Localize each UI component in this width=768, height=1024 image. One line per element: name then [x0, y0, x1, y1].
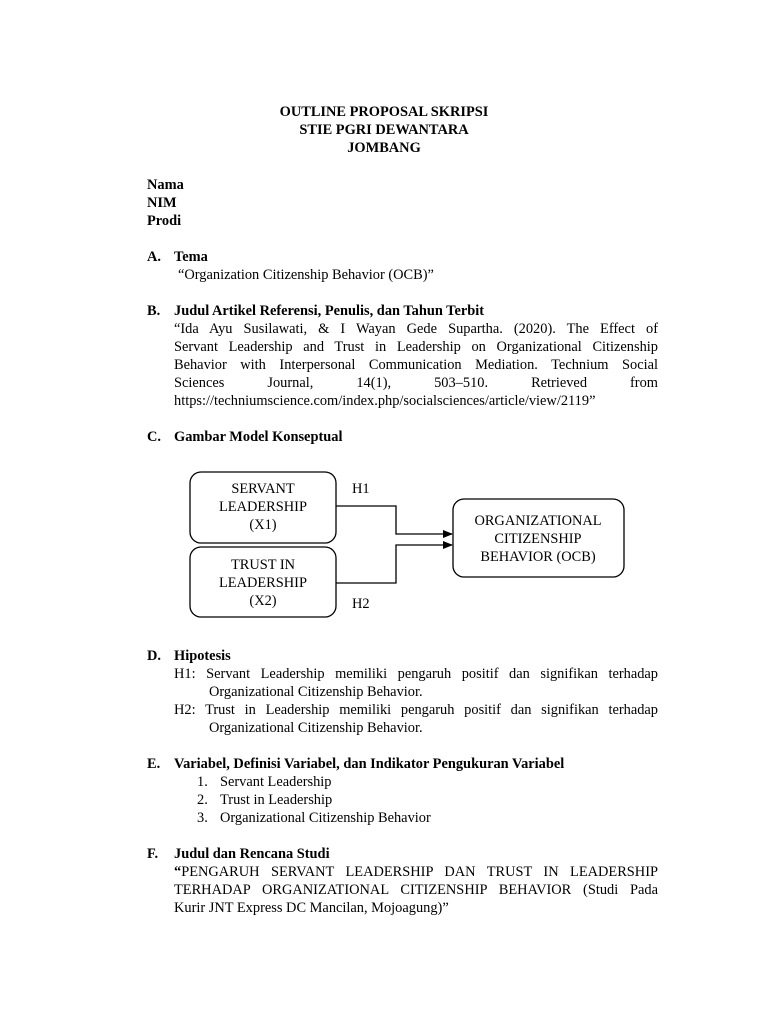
hypotheses [174, 665, 658, 737]
ocb-label: BEHAVIOR (OCB) [480, 549, 596, 565]
header-institution: STIE PGRI DEWANTARA [299, 122, 469, 138]
section-d [147, 647, 658, 737]
section-letter: D. [147, 648, 161, 664]
citation-url: https://techniumscience.com/index.php/socialsciences/article/view/2119” [174, 393, 596, 409]
nama-label: Nama [147, 177, 184, 193]
citation-line: Sciences Journal, 14(1), 503–510. Retrieved from [174, 375, 658, 391]
hypothesis-h2 [174, 701, 658, 737]
section-d-heading [147, 647, 658, 665]
section-title: Tema [174, 249, 208, 265]
ocb-label: CITIZENSHIP [494, 531, 582, 547]
nim-label: NIM [147, 195, 177, 211]
section-f [147, 845, 658, 917]
list-item: 1. Servant Leadership [197, 774, 332, 790]
servant-leadership-label: (X1) [249, 517, 277, 533]
tema-text: “Organization Citizenship Behavior (OCB)” [178, 267, 434, 283]
list-item: 2. Trust in Leadership [197, 792, 333, 808]
section-letter: B. [147, 303, 161, 319]
hypothesis-label: H2: [174, 702, 196, 718]
study-title-line: TERHADAP ORGANIZATIONAL CITIZENSHIP BEHAVIOR (Studi Pada [174, 882, 658, 898]
header-title: OUTLINE PROPOSAL SKRIPSI [279, 104, 489, 120]
hypothesis-line: H2: Trust in Leadership memiliki pengaruh positif dan signifikan terhadap [174, 702, 658, 718]
trust-in-leadership-label: TRUST IN [230, 557, 296, 573]
citation-line: Servant Leadership and Trust in Leadership on Organizational Citizenship [174, 339, 658, 355]
hypothesis-line: Organizational Citizenship Behavior. [209, 720, 423, 736]
section-title: Hipotesis [174, 648, 231, 664]
section-title: Gambar Model Konseptual [174, 429, 343, 445]
study-title [174, 863, 658, 917]
servant-leadership-label: LEADERSHIP [219, 499, 307, 515]
ocb-label: ORGANIZATIONAL [474, 513, 602, 529]
section-f-heading [147, 845, 658, 863]
header-city: JOMBANG [347, 140, 421, 156]
h1-arrow [336, 506, 452, 534]
section-letter: A. [147, 249, 161, 265]
trust-in-leadership-label: (X2) [249, 593, 277, 609]
hypothesis-line: H1: Servant Leadership memiliki pengaruh positif dan signifikan terhadap [174, 666, 658, 682]
h1-label: H1 [352, 481, 370, 497]
section-letter: F. [147, 846, 159, 862]
list-item: 3. Organizational Citizenship Behavior [197, 810, 431, 826]
citation-line: Behavior with Interpersonal Communication Mediation. Technium Social [174, 357, 658, 373]
study-title-line: “PENGARUH SERVANT LEADERSHIP DAN TRUST IN LEADERSHIP [174, 864, 658, 880]
section-title: Judul dan Rencana Studi [174, 846, 330, 862]
h2-label: H2 [352, 596, 370, 612]
servant-leadership-label: SERVANT [231, 481, 295, 497]
hypothesis-h1 [174, 665, 658, 701]
hypothesis-line: Organizational Citizenship Behavior. [209, 684, 423, 700]
prodi-label: Prodi [147, 213, 182, 229]
trust-in-leadership-label: LEADERSHIP [219, 575, 307, 591]
section-letter: E. [147, 756, 161, 772]
h2-arrow [336, 545, 452, 583]
variable-list [197, 773, 658, 827]
section-e [147, 755, 658, 827]
section-letter: C. [147, 429, 161, 445]
section-title: Variabel, Definisi Variabel, dan Indikator Pengukuran Variabel [174, 756, 565, 772]
hypothesis-label: H1: [174, 666, 196, 682]
section-e-heading [147, 755, 658, 773]
citation-line: “Ida Ayu Susilawati, & I Wayan Gede Supartha. (2020). The Effect of [174, 321, 658, 337]
section-title: Judul Artikel Referensi, Penulis, dan Tahun Terbit [174, 303, 485, 319]
study-title-line: Kurir JNT Express DC Mancilan, Mojoagung)” [174, 900, 449, 916]
